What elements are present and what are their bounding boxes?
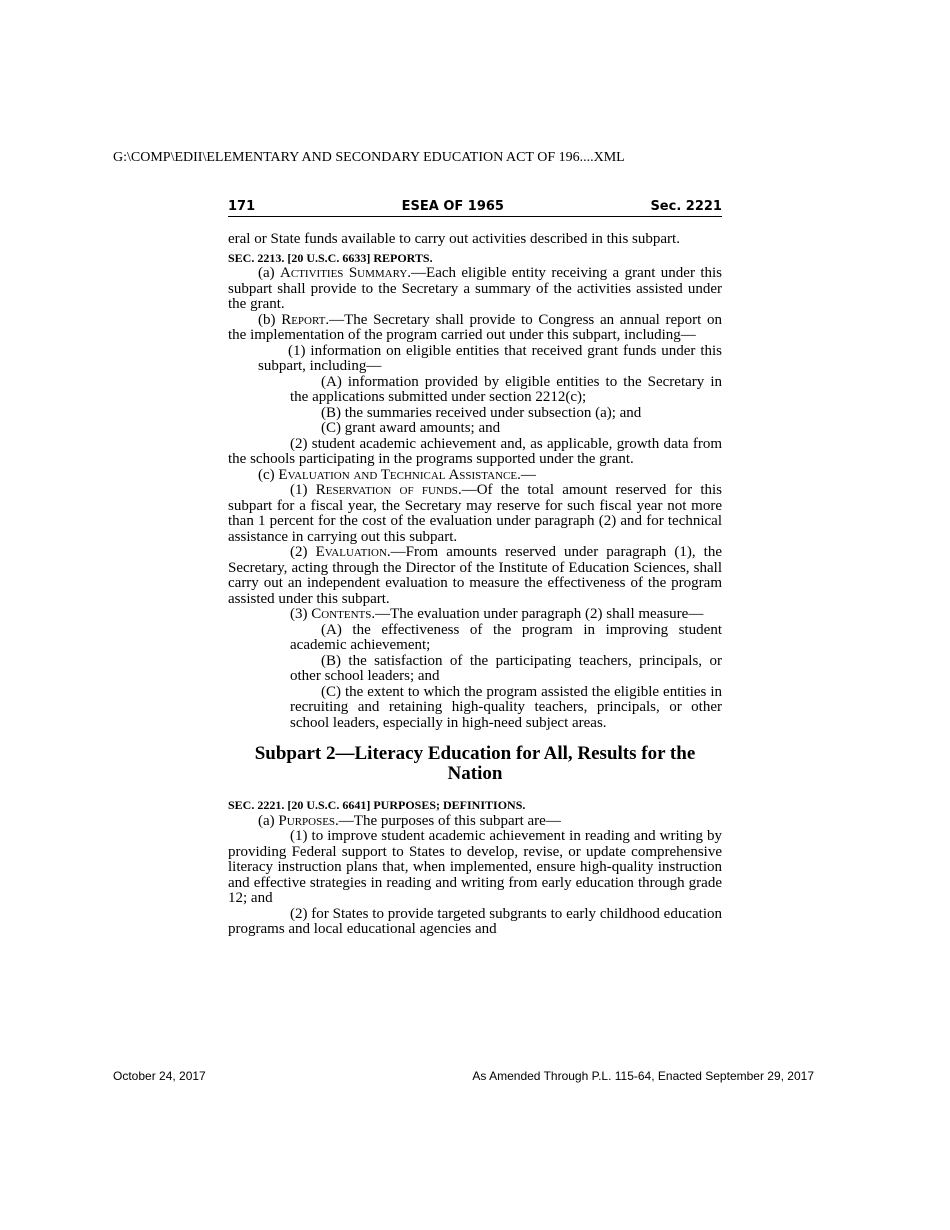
- paragraph: (2) Evaluation.—From amounts reserved under paragraph (1), the Secretary, acting through the Director of the Institute of Education Sciences, shall carry out an independent evaluation to measure the effectiveness of the program assisted under this subpart.: [228, 544, 722, 607]
- act-title: ESEA OF 1965: [401, 199, 504, 214]
- paragraph: (1) Reservation of funds.—Of the total amount reserved for this subpart for a fiscal year, the Secretary may reserve for such fiscal year not more than 1 percent for the cost of the evaluation under paragraph (2) and for technical assistance in carrying out this subpart.: [228, 482, 722, 545]
- footer-amendment-note: As Amended Through P.L. 115-64, Enacted September 29, 2017: [472, 1069, 814, 1083]
- paragraph: (A) information provided by eligible entities to the Secretary in the applications submitted under section 2212(c);: [290, 373, 722, 405]
- paragraph: (1) to improve student academic achievement in reading and writing by providing Federal support to States to develop, revise, or update comprehensive literacy instruction plans that, when implemented, ensure high-quality instruction and effective strategies in reading and writing from early education through grade 12; and: [228, 828, 722, 906]
- paragraph: (a) Activities Summary.—Each eligible entity receiving a grant under this subpart shall provide to the Secretary a summary of the activities assisted under the grant.: [228, 265, 722, 312]
- subpart-heading: Subpart 2—Literacy Education for All, Results for the Nation: [254, 743, 696, 784]
- footer-date: October 24, 2017: [113, 1069, 206, 1083]
- running-header: [228, 199, 722, 217]
- paragraph: (2) student academic achievement and, as applicable, growth data from the schools participating in the programs supported under the grant.: [228, 435, 722, 467]
- paragraph: (b) Report.—The Secretary shall provide to Congress an annual report on the implementation of the program carried out under this subpart, including—: [228, 311, 722, 343]
- paragraph: eral or State funds available to carry out activities described in this subpart.: [228, 231, 680, 247]
- paragraph: (C) grant award amounts; and: [321, 420, 501, 436]
- section-ref: Sec. 2221: [650, 199, 722, 214]
- section-heading: SEC. 2221. [20 U.S.C. 6641] PURPOSES; DEFINITIONS.: [228, 798, 526, 812]
- paragraph: (B) the summaries received under subsection (a); and: [321, 404, 642, 421]
- paragraph: (C) the extent to which the program assisted the eligible entities in recruiting and retaining high-quality teachers, principals, or other school leaders, especially in high-need subject areas.: [290, 683, 722, 731]
- paragraph: (B) the satisfaction of the participating teachers, principals, or other school leaders; and: [290, 652, 722, 684]
- paragraph: (A) the effectiveness of the program in improving student academic achievement;: [290, 621, 722, 653]
- paragraph: (3) Contents.—The evaluation under paragraph (2) shall measure—: [290, 606, 704, 622]
- file-path: G:\COMP\EDII\ELEMENTARY AND SECONDARY EDUCATION ACT OF 196....XML: [113, 150, 625, 165]
- document-body: [228, 232, 722, 938]
- page-number: 171: [228, 199, 256, 214]
- paragraph: (1) information on eligible entities that received grant funds under this subpart, including—: [258, 342, 722, 374]
- paragraph: (2) for States to provide targeted subgrants to early childhood education programs and local educational agencies and: [228, 905, 722, 937]
- paragraph: (c) Evaluation and Technical Assistance.—: [258, 466, 536, 483]
- section-heading: SEC. 2213. [20 U.S.C. 6633] REPORTS.: [228, 250, 433, 265]
- paragraph: (a) Purposes.—The purposes of this subpart are—: [258, 812, 561, 829]
